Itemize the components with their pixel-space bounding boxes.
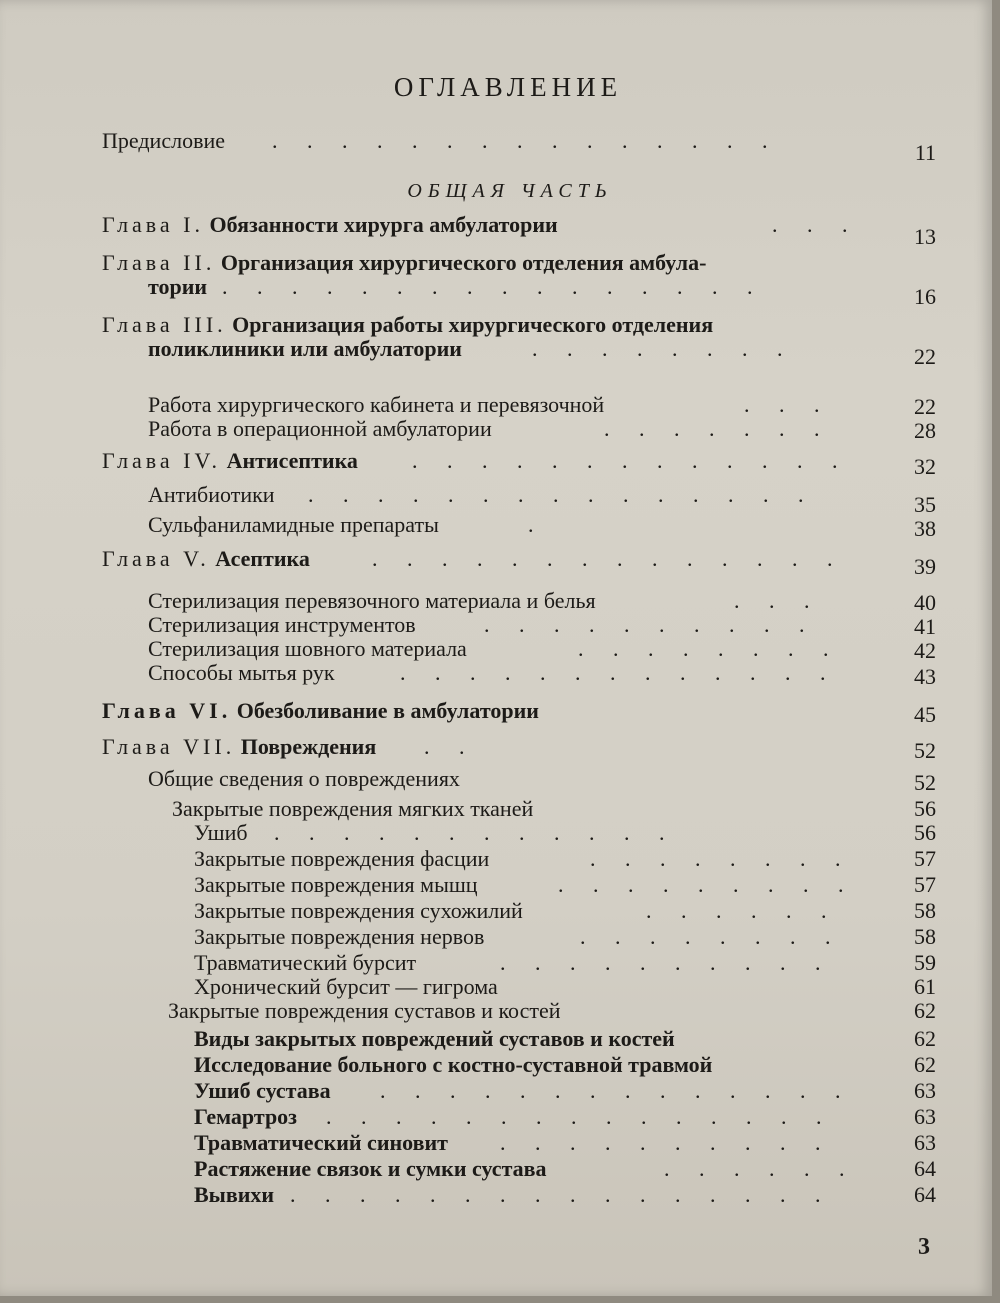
toc-chapter [102, 546, 936, 579]
entry-page: 41 [914, 614, 936, 639]
toc-entry [168, 998, 936, 1024]
chapter-number: Глава IV. [102, 448, 222, 473]
entry-title: Травматический синовит [194, 1130, 448, 1155]
toc-entry [148, 512, 936, 541]
leader-dots: . . . . . . . . . . . . . . . [326, 1104, 834, 1129]
entry-title: Повреждения [240, 734, 377, 759]
entry-title: Работа хирургического кабинета и перевязочной [148, 392, 605, 417]
entry-title: Ушиб [194, 820, 248, 845]
entry-page: 62 [914, 1052, 936, 1077]
entry-title: Ушиб сустава [194, 1078, 331, 1103]
entry-title: Вывихи [194, 1182, 275, 1207]
chapter-number: Глава II. [102, 250, 216, 275]
entry-page: 64 [914, 1156, 936, 1181]
entry-title: Хронический бурсит — гигрома [194, 974, 498, 999]
entry-page: 22 [914, 344, 936, 369]
toc-entry [148, 482, 936, 517]
toc-chapter [102, 698, 936, 727]
entry-page: 62 [914, 1026, 936, 1051]
toc-entry [194, 1078, 936, 1104]
entry-title: Организация хирургического отделения амбула- [220, 250, 707, 275]
entry-page: 16 [914, 284, 936, 309]
entry-title: Стерилизация инструментов [148, 612, 416, 637]
entry-title: Стерилизация шовного материала [148, 636, 467, 661]
toc-entry [194, 820, 936, 846]
entry-page: 63 [914, 1078, 936, 1103]
entry-page: 57 [914, 872, 936, 897]
toc-entry [148, 636, 936, 663]
leader-dots: . . . . . . [646, 898, 839, 923]
toc-chapter [102, 734, 936, 763]
entry-title: Обязанности хирурга амбулатории [209, 212, 558, 237]
leader-dots: . . . [772, 212, 860, 237]
entry-title: Обезболивание в амбулатории [236, 698, 539, 723]
toc-entry [194, 1182, 936, 1208]
entry-title: Закрытые повреждения мышц [194, 872, 478, 897]
chapter-number: Глава I. [102, 212, 204, 237]
entry-page: 63 [914, 1130, 936, 1155]
entry-page: 32 [914, 454, 936, 479]
leader-dots: . . . [744, 392, 832, 417]
leader-dots: . . . . . . . . . [558, 872, 856, 897]
toc-chapter [102, 212, 936, 249]
entry-title: Стерилизация перевязочного материала и белья [148, 588, 596, 613]
entry-page: 59 [914, 950, 936, 975]
page-heading: ОГЛАВЛЕНИЕ [393, 72, 623, 102]
leader-dots: . . . . . . . . [578, 636, 841, 661]
entry-title: Виды закрытых повреждений суставов и костей [194, 1026, 675, 1051]
toc-entry [194, 872, 936, 898]
leader-dots: . . . . . . . . . . . . . . . [308, 482, 816, 507]
toc-entry [194, 950, 936, 976]
entry-page: 42 [914, 638, 936, 663]
toc-entry [194, 1130, 936, 1156]
chapter-number: Глава VI. [102, 698, 232, 723]
entry-title: Сульфаниламидные препараты [148, 512, 439, 537]
leader-dots: . . . . . . . . [580, 924, 843, 949]
toc-entry [194, 1104, 936, 1130]
toc-entry [194, 924, 936, 950]
leader-dots: . . [424, 734, 477, 759]
entry-title: Работа в операционной амбулатории [148, 416, 492, 441]
part-title: ОБЩАЯ ЧАСТЬ [407, 180, 613, 202]
entry-title: Закрытые повреждения сухожилий [194, 898, 523, 923]
entry-page: 35 [914, 492, 936, 517]
entry-page: 61 [914, 974, 936, 999]
entry-title: Общие сведения о повреждениях [148, 766, 460, 791]
leader-dots: . . . . . . . . . . . . [274, 820, 677, 845]
leader-dots: . . . . . . [664, 1156, 857, 1181]
entry-title: Гемартроз [194, 1104, 298, 1129]
entry-page: 28 [914, 418, 936, 443]
entry-title: Асептика [215, 546, 310, 571]
toc-entry [102, 128, 936, 165]
toc-entry [148, 416, 936, 443]
toc-entry [194, 898, 936, 924]
toc-entry [148, 588, 936, 615]
entry-title: Растяжение связок и сумки сустава [194, 1156, 547, 1181]
entry-title: Способы мытья рук [148, 660, 335, 685]
chapter-number: Глава III. [102, 312, 227, 337]
leader-dots: . . . . . . . . . . [500, 950, 833, 975]
entry-title: Закрытые повреждения нервов [194, 924, 485, 949]
entry-title: Травматический бурсит [194, 950, 417, 975]
leader-dots: . . . . . . . . [590, 846, 853, 871]
toc-entry [148, 392, 936, 419]
toc-entry [194, 1026, 936, 1052]
leader-dots: . . . . . . . . . . [484, 612, 817, 637]
leader-dots: . . . . . . . . . . . . . . [380, 1078, 853, 1103]
entry-page: 39 [914, 554, 936, 579]
entry-title-continued: тории [148, 274, 208, 299]
entry-page: 11 [914, 140, 936, 165]
entry-page: 13 [914, 224, 936, 249]
toc-chapter [102, 312, 936, 369]
entry-page: 52 [914, 770, 936, 795]
entry-page: 45 [914, 702, 936, 727]
toc-entry [194, 1156, 936, 1182]
leader-dots: . . . . . . . . . . . . . [412, 448, 850, 473]
leader-dots: . . . . . . . [604, 416, 832, 441]
entry-page: 56 [914, 796, 936, 821]
leader-dots: . [528, 512, 546, 537]
leader-dots: . . . . . . . . . . . . . . . . [222, 274, 765, 299]
toc-entry [148, 612, 936, 639]
entry-title: Предисловие [102, 128, 225, 153]
leader-dots: . . . . . . . . [532, 336, 795, 361]
entry-page: 58 [914, 924, 936, 949]
toc-entry [194, 1052, 936, 1078]
entry-page: 62 [914, 998, 936, 1023]
entry-title: Исследование больного с костно-суставной травмой [194, 1052, 713, 1077]
entry-page: 63 [914, 1104, 936, 1129]
entry-page: 58 [914, 898, 936, 923]
toc-entry [172, 796, 936, 822]
leader-dots: . . . [734, 588, 822, 613]
entry-page: 64 [914, 1182, 936, 1207]
entry-page: 56 [914, 820, 936, 845]
page-folio: 3 [918, 1234, 930, 1260]
toc-entry [194, 846, 936, 872]
entry-title: Закрытые повреждения суставов и костей [168, 998, 561, 1023]
entry-page: 52 [914, 738, 936, 763]
entry-title: Закрытые повреждения фасции [194, 846, 490, 871]
entry-page: 57 [914, 846, 936, 871]
entry-page: 38 [914, 516, 936, 541]
leader-dots: . . . . . . . . . . . . . [400, 660, 838, 685]
toc-entry [194, 974, 936, 1000]
leader-dots: . . . . . . . . . . . . . . . [272, 128, 780, 153]
entry-title-continued: поликлиники или амбулатории [148, 336, 462, 361]
entry-title: Антисептика [226, 448, 358, 473]
toc-entry [148, 766, 936, 795]
entry-page: 22 [914, 394, 936, 419]
entry-title: Антибиотики [148, 482, 275, 507]
chapter-number: Глава VII. [102, 734, 236, 759]
toc-chapter [102, 448, 936, 479]
entry-page: 40 [914, 590, 936, 615]
entry-title: Организация работы хирургического отделения [232, 312, 714, 337]
leader-dots: . . . . . . . . . . . . . . . . [290, 1182, 833, 1207]
leader-dots: . . . . . . . . . . . . . . [372, 546, 845, 571]
toc-entry [148, 660, 936, 689]
entry-title: Закрытые повреждения мягких тканей [172, 796, 534, 821]
toc-chapter [102, 250, 936, 309]
entry-page: 43 [914, 664, 936, 689]
chapter-number: Глава V. [102, 546, 210, 571]
leader-dots: . . . . . . . . . . [500, 1130, 833, 1155]
